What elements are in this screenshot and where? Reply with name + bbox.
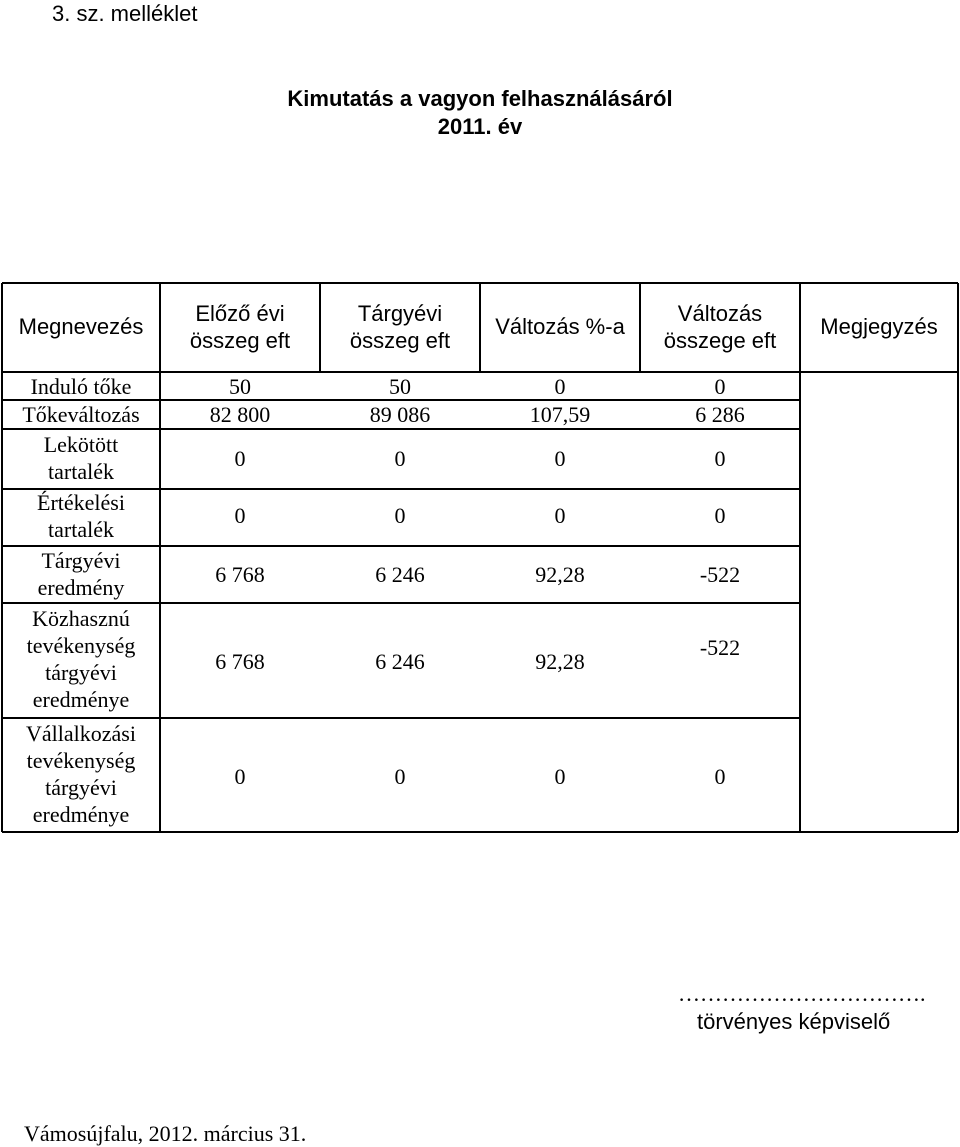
- row3-name-line2: tartalék: [48, 517, 114, 542]
- col-header-pct: Változás %-a: [495, 314, 625, 339]
- row-name-vallalkozasi-eredmeny: [2, 720, 160, 828]
- row-name-lekotott-tartalek: [2, 431, 160, 485]
- row2-pct: 0: [554, 446, 566, 471]
- row5-name-line1: Közhasznú: [32, 606, 130, 631]
- row1-pct: 107,59: [529, 402, 591, 427]
- row4-name-line2: eredmény: [37, 575, 125, 600]
- col-header-diff: [640, 300, 800, 354]
- row1-diff: 6 286: [695, 402, 745, 427]
- signature-line: …………………………….: [678, 981, 926, 1006]
- row-name-induló-toke: Induló tőke: [30, 374, 132, 399]
- row5-name-line4: eredménye: [32, 687, 130, 712]
- row1-prev: 82 800: [209, 402, 271, 427]
- row-name-ertekelesi-tartalek: [2, 489, 160, 543]
- row1-curr: 89 086: [369, 402, 431, 427]
- title-line-1: Kimutatás a vagyon felhasználásáról: [287, 86, 673, 111]
- row2-prev: 0: [234, 446, 246, 471]
- row5-curr: 6 246: [375, 649, 425, 674]
- row3-pct: 0: [554, 503, 566, 528]
- row5-name-line2: tevékenység: [26, 633, 136, 658]
- row4-prev: 6 768: [215, 562, 265, 587]
- signature-role: törvényes képviselő: [697, 1009, 891, 1034]
- row3-name-line1: Értékelési: [37, 490, 125, 515]
- col-header-note: Megjegyzés: [820, 314, 938, 339]
- col-header-diff-line1: Változás: [677, 301, 763, 326]
- row6-name-line2: tevékenység: [26, 748, 136, 773]
- col-header-diff-line2: összege eft: [663, 328, 777, 353]
- row3-diff: 0: [714, 503, 726, 528]
- row6-prev: 0: [234, 764, 246, 789]
- row6-name-line4: eredménye: [32, 802, 130, 827]
- row5-name-line3: tárgyévi: [45, 660, 117, 685]
- row6-name-line3: tárgyévi: [45, 775, 117, 800]
- row3-prev: 0: [234, 503, 246, 528]
- row3-curr: 0: [394, 503, 406, 528]
- col-header-prev-line2: összeg eft: [189, 328, 291, 353]
- title-line-2: 2011. év: [437, 114, 523, 139]
- row-name-targyevi-eredmeny: [2, 547, 160, 601]
- row6-diff: 0: [714, 764, 726, 789]
- annex-label: 3. sz. melléklet: [52, 1, 198, 26]
- col-header-prev-line1: Előző évi: [195, 301, 285, 326]
- row0-pct: 0: [554, 374, 566, 399]
- row6-curr: 0: [394, 764, 406, 789]
- row4-curr: 6 246: [375, 562, 425, 587]
- row4-pct: 92,28: [535, 562, 585, 587]
- row2-diff: 0: [714, 446, 726, 471]
- row-name-kozhasznu-eredmeny: [2, 605, 160, 713]
- row0-curr: 50: [389, 374, 411, 399]
- place-and-date: Vámosújfalu, 2012. március 31.: [24, 1121, 307, 1146]
- row4-name-line1: Tárgyévi: [41, 548, 121, 573]
- col-header-curr: [320, 300, 480, 354]
- row6-pct: 0: [554, 764, 566, 789]
- col-header-name: Megnevezés: [18, 314, 144, 339]
- row-name-tokevaltozas: Tőkeváltozás: [22, 402, 140, 427]
- row2-name-line1: Lekötött: [43, 432, 119, 457]
- col-header-curr-line1: Tárgyévi: [357, 301, 443, 326]
- col-header-prev: [160, 300, 320, 354]
- row4-diff: -522: [699, 562, 741, 587]
- col-header-curr-line2: összeg eft: [349, 328, 451, 353]
- row5-prev: 6 768: [215, 649, 265, 674]
- document-title: [0, 85, 960, 141]
- row5-diff: -522: [699, 635, 741, 660]
- row2-curr: 0: [394, 446, 406, 471]
- row0-diff: 0: [714, 374, 726, 399]
- row5-pct: 92,28: [535, 649, 585, 674]
- row0-prev: 50: [229, 374, 251, 399]
- row2-name-line2: tartalék: [48, 459, 114, 484]
- row6-name-line1: Vállalkozási: [26, 721, 136, 746]
